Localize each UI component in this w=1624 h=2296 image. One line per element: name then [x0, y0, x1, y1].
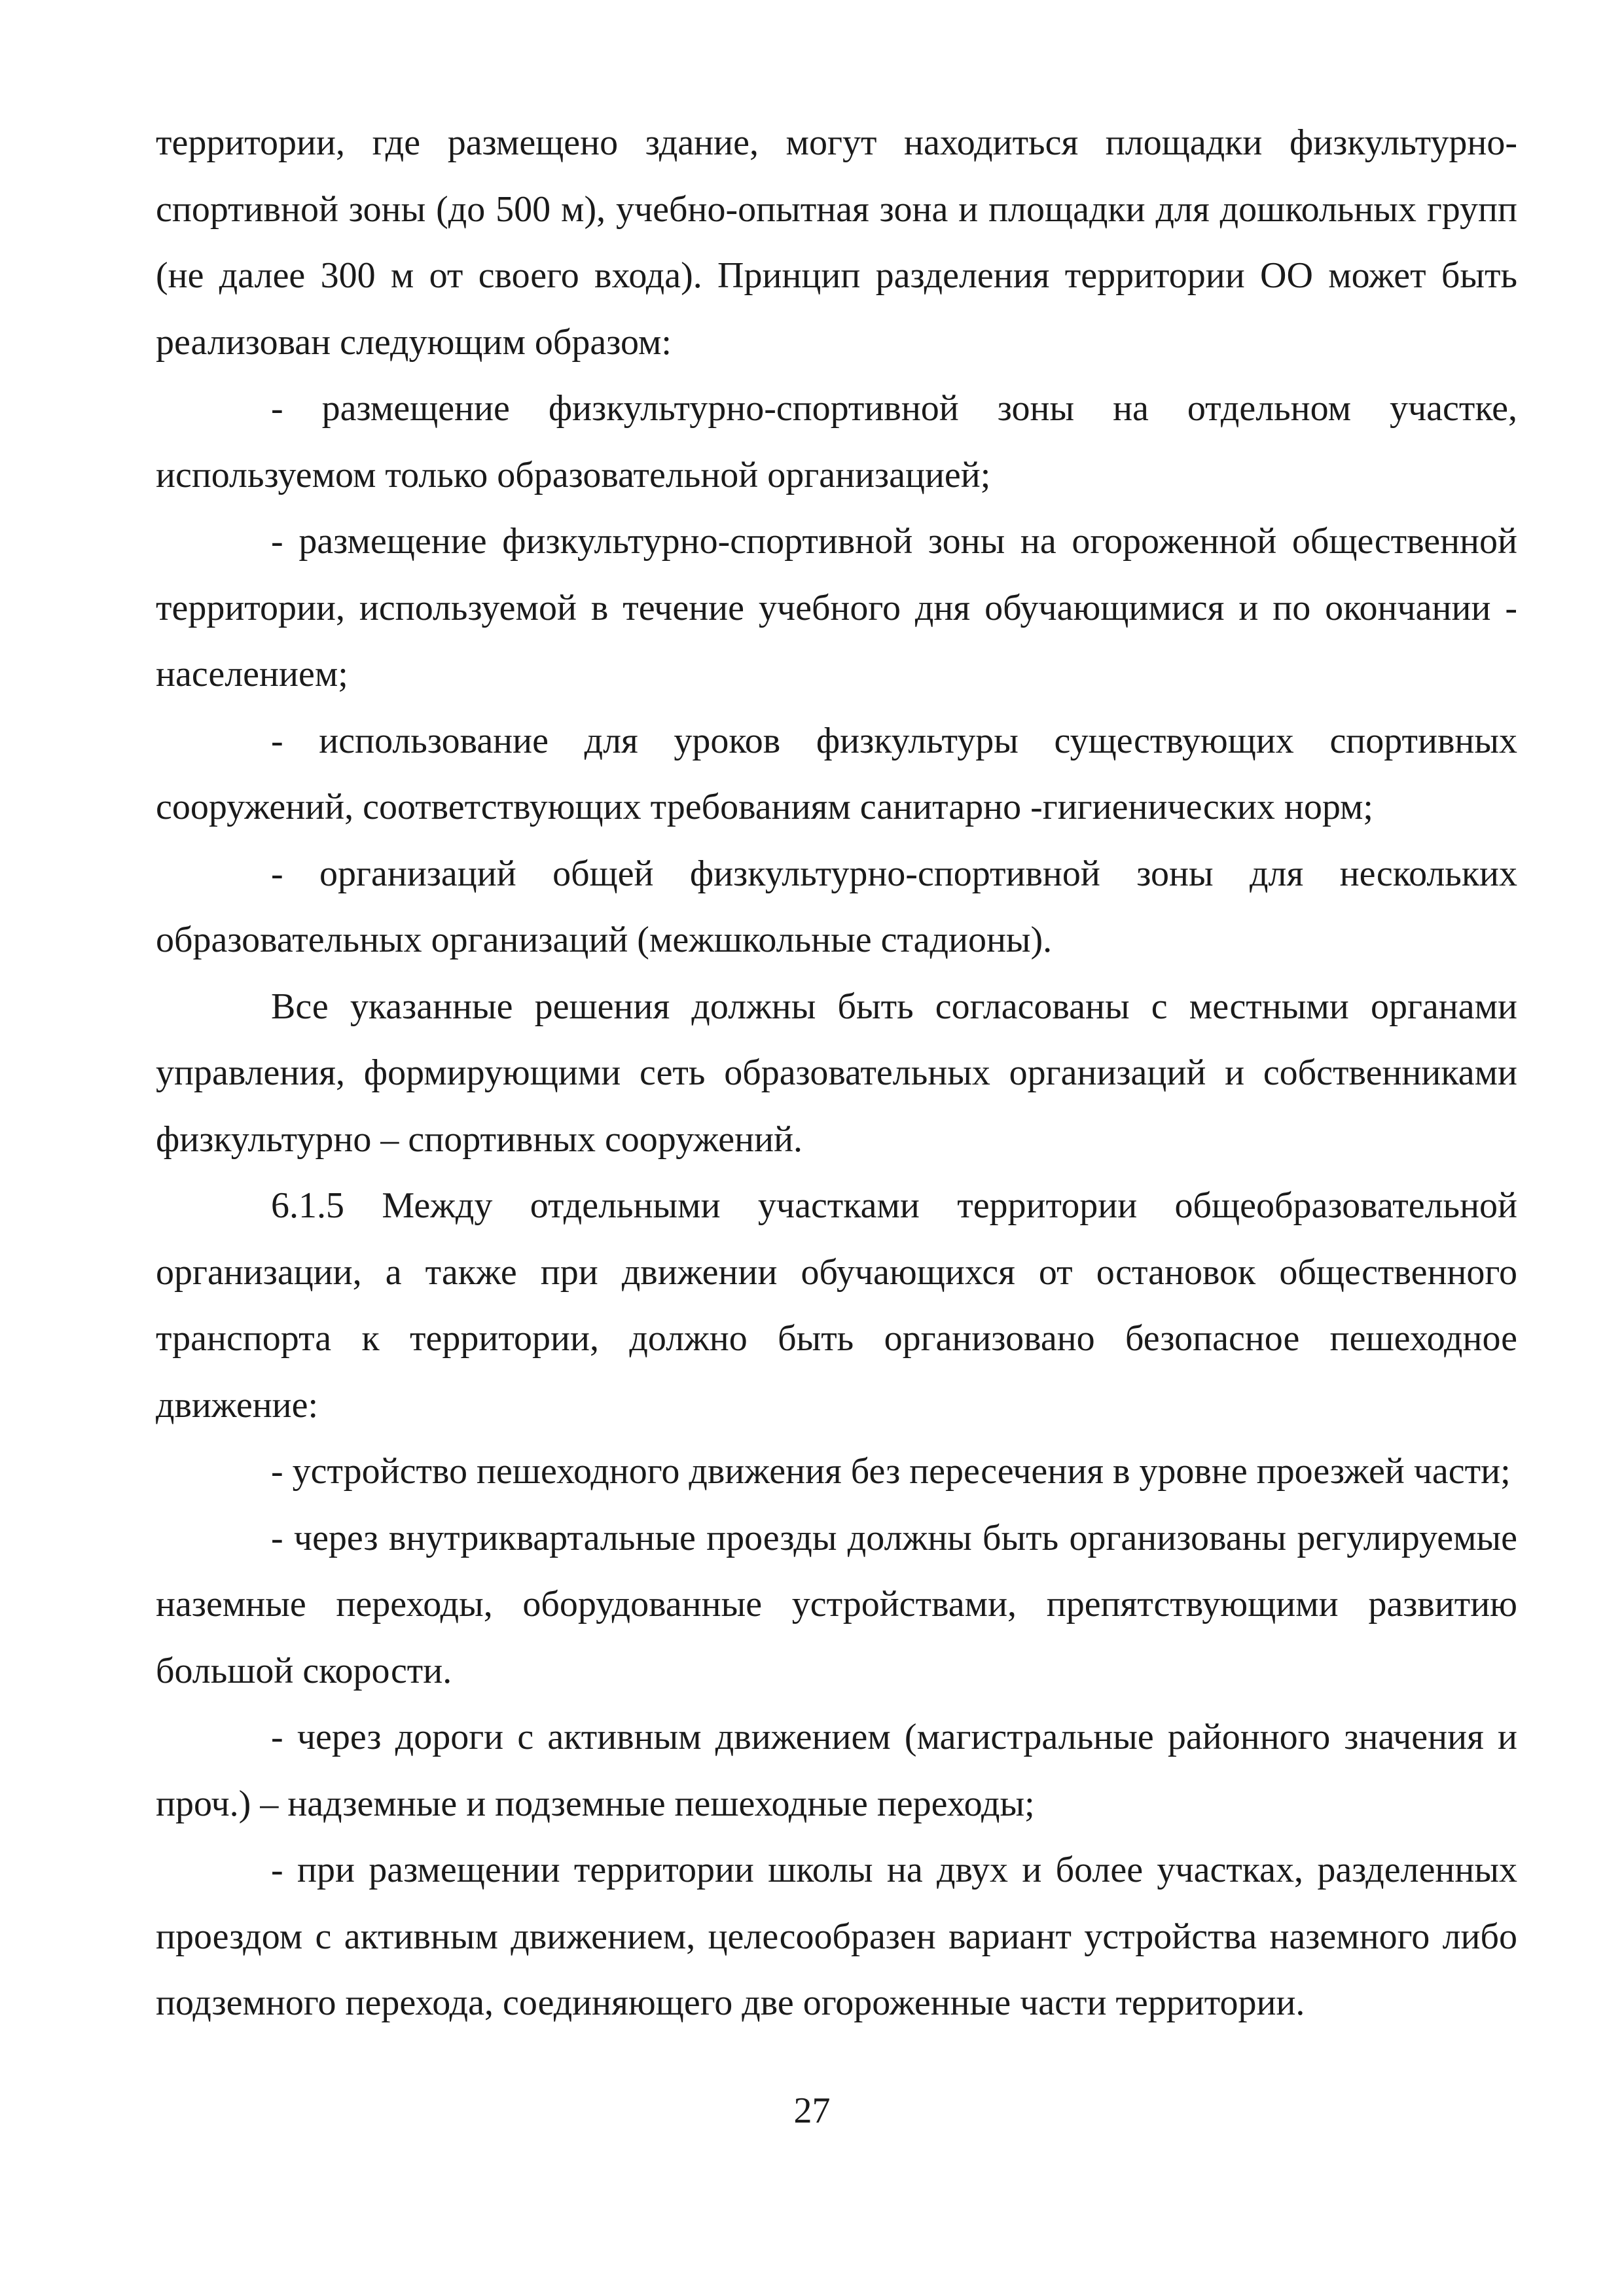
- paragraph-continuation: территории, где размещено здание, могут находиться площадки физкультурно-спортивной зоны (до 500 м), учебно-опытная зона и площадки для дошкольных групп (не далее 300 м от своего входа). Принцип разделения территории ОО может быть реализован следующим образом:: [156, 122, 1517, 363]
- list-item-public-territory: - размещение физкультурно-спортивной зоны на огороженной общественной территории, используемой в течение учебного дня обучающимися и по окончании - населением;: [156, 521, 1517, 694]
- list-item-regulated-crossings: - через внутриквартальные проезды должны быть организованы регулируемые наземные переходы, оборудованные устройствами, препятствующими развитию большой скорости.: [156, 1517, 1517, 1691]
- document-page: [156, 110, 1517, 2037]
- paragraph-approval: Все указанные решения должны быть согласованы с местными органами управления, формирующими сеть образовательных организаций и собственниками физкультурно – спортивных сооружений.: [156, 986, 1517, 1160]
- list-item-shared-zone: - организаций общей физкультурно-спортивной зоны для нескольких образовательных организаций (межшкольные стадионы).: [156, 853, 1517, 960]
- list-item-no-crossing: - устройство пешеходного движения без пересечения в уровне проезжей части;: [271, 1451, 1511, 1492]
- section-6-1-5: 6.1.5 Между отдельными участками территории общеобразовательной организации, а также при движении обучающихся от остановок общественного транспорта к территории, должно быть организовано безопасное пешеходное движение:: [156, 1185, 1517, 1426]
- page-number: 27: [793, 2090, 831, 2131]
- list-item-two-sites: - при размещении территории школы на двух и более участках, разделенных проездом с активным движением, целесообразен вариант устройства наземного либо подземного перехода, соединяющего две огороженные части территории.: [156, 1850, 1517, 2023]
- list-item-overpasses: - через дороги с активным движением (магистральные районного значения и проч.) – надземные и подземные пешеходные переходы;: [156, 1717, 1517, 1824]
- list-item-existing-facilities: - использование для уроков физкультуры существующих спортивных сооружений, соответствующих требованиям санитарно -гигиенических норм;: [156, 720, 1517, 827]
- list-item-separate-site: - размещение физкультурно-спортивной зоны на отдельном участке, используемом только образовательной организацией;: [156, 388, 1517, 495]
